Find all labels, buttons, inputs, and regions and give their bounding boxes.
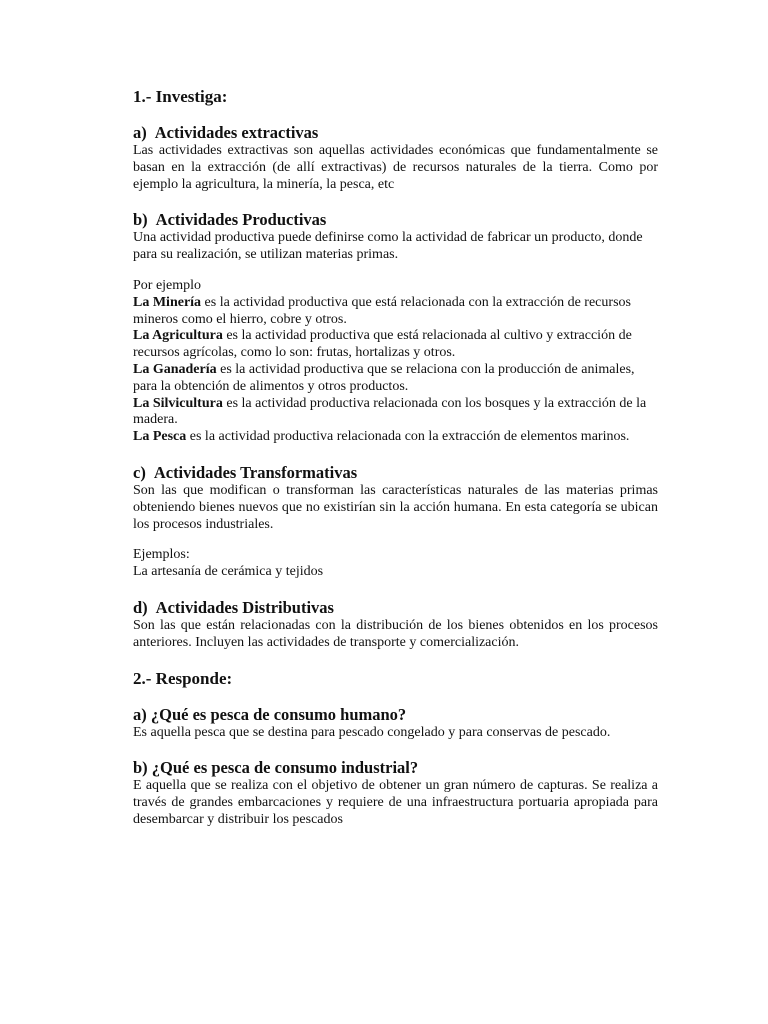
- heading-text: Actividades Distributivas: [155, 597, 334, 617]
- example-term: La Pesca: [133, 429, 187, 445]
- paragraph-extractivas: Las actividades extractivas son aquellas actividades económicas que fundamentalmente se basan en la extracción (de allí extractivas) de recursos naturales de la tierra. Como por ejemplo la agricultura, la minería, la pesca, etc: [133, 143, 658, 192]
- example-desc: es la actividad productiva relacionada con los bosques y la extracción de la madera.: [133, 395, 647, 428]
- example-term: La Ganadería: [133, 361, 217, 377]
- example-term: La Minería: [133, 294, 202, 310]
- heading-text: Actividades Productivas: [155, 210, 327, 230]
- heading-actividades-productivas: [133, 209, 658, 230]
- question-consumo-humano: a) ¿Qué es pesca de consumo humano?: [133, 704, 407, 724]
- example-item: [133, 362, 658, 396]
- paragraph-transformativas: Son las que modifican o transforman las características naturales de las materias primas obteniendo bienes nuevos que no existirían sin la acción humana. En esta categoría se ubican los procesos industriales.: [133, 482, 658, 532]
- example-desc: es la actividad productiva que está relacionada al cultivo y extracción de recursos agrícolas, como lo son: frutas, hortalizas y otros.: [133, 328, 632, 361]
- example-desc: es la actividad productiva que se relaciona con la producción de animales, para la obtención de alimentos y otros productos.: [133, 361, 635, 394]
- example-item: [133, 295, 658, 329]
- example-item: [133, 328, 658, 362]
- section1-title: 1.- Investiga:: [133, 87, 228, 106]
- section2-title: 2.- Responde:: [133, 668, 233, 688]
- examples-label: Ejemplos:: [133, 547, 190, 563]
- answer-consumo-industrial: E aquella que se realiza con el objetivo de obtener un gran número de capturas. Se realiza a través de grandes embarcaciones y requiere de una infraestructura portuaria apropiada para desembarcar y distribuir los pescados: [133, 778, 658, 827]
- heading-actividades-distributivas: [133, 597, 658, 618]
- paragraph-distributivas: Son las que están relacionadas con la distribución de los bienes obtenidos en los procesos anteriores. Incluyen las actividades de transporte y comercialización.: [133, 617, 658, 650]
- answer-consumo-humano: Es aquella pesca que se destina para pescado congelado y para conservas de pescado.: [133, 724, 611, 740]
- example-desc: es la actividad productiva relacionada con la extracción de elementos marinos.: [186, 429, 630, 445]
- example-term: La Silvicultura: [133, 395, 223, 411]
- example-item: [133, 396, 658, 430]
- example-term: La Agricultura: [133, 328, 223, 344]
- examples-text: La artesanía de cerámica y tejidos: [133, 564, 324, 580]
- heading-marker: c): [133, 462, 146, 482]
- heading-actividades-transformativas: [133, 462, 658, 483]
- heading-actividades-extractivas: [133, 122, 658, 143]
- example-item: [133, 429, 658, 446]
- paragraph-productivas: Una actividad productiva puede definirse como la actividad de fabricar un producto, donde para su realización, se utilizan materias primas.: [133, 230, 643, 263]
- example-desc: es la actividad productiva que está relacionada con la extracción de recursos mineros como el hierro, cobre y otros.: [133, 294, 631, 327]
- document-page: [133, 86, 658, 829]
- question-consumo-industrial: b) ¿Qué es pesca de consumo industrial?: [133, 758, 419, 778]
- examples-label: Por ejemplo: [133, 277, 202, 293]
- heading-text: Actividades Transformativas: [153, 462, 358, 482]
- heading-marker: d): [133, 597, 148, 617]
- heading-text: Actividades extractivas: [154, 123, 319, 142]
- heading-marker: b): [133, 210, 148, 230]
- heading-marker: a): [133, 123, 147, 142]
